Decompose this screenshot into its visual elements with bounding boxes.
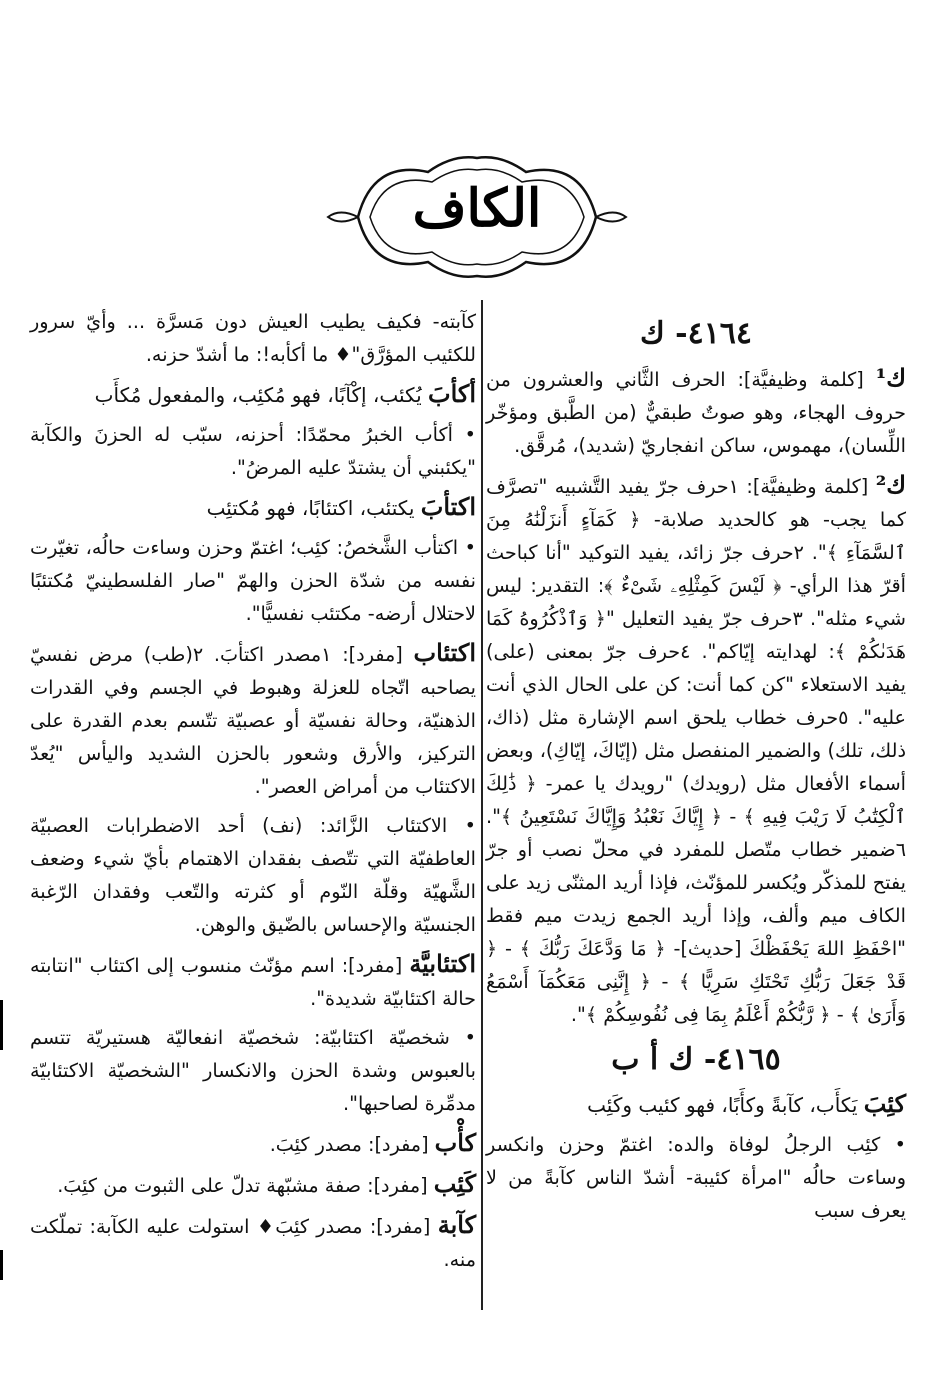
definition-paragraph (30, 1126, 476, 1161)
headword: كآبة (437, 1210, 476, 1239)
headword: اكتئاب (413, 638, 477, 667)
definition-text: • شخصيّة اكتئابيّة: شخصيّة انفعاليّة هستيريّة تتسم بالعبوس وشدة الحزن والانكسار "الشخصيّة الاكتئابيّة مدمِّرة لصاحبها". (30, 1026, 476, 1115)
left-column (30, 305, 476, 1282)
definition-paragraph (30, 1167, 476, 1202)
definition-paragraph (30, 418, 476, 484)
definition-text: [مفرد]: اسم مؤنّث منسوب إلى اكتئاب "انتابته حالة اكتئابيّة شديدة". (30, 954, 476, 1010)
entry-number: ٤١٦٤- ك (639, 316, 753, 351)
definition-text: [مفرد]: صفة مشبّهة تدلّ على الثبوت من كئِبَ. (57, 1174, 434, 1197)
headword: كأْب (434, 1128, 476, 1157)
definition-paragraph (486, 1128, 906, 1227)
definition-text: يُكئب، إكْآبًا، فهو مُكئِب، والمفعول مُكأَب (94, 383, 428, 407)
headword: اكتئابيَّة (409, 949, 476, 978)
scan-edge-mark (0, 1000, 3, 1050)
headword: كئِبَ (863, 1089, 906, 1118)
definition-text: [كلمة وظيفيَّة]: ١حرف جرّ يفيد التَّشبيه "تصرَّف كما يجب- هو كالحديد صلابة- ﴿ كَمَآءٍ أَنزَلْنَٰهُ مِنَ ٱلسَّمَآءِ ﴾". ٢حرف جرّ زائد، يفيد التوكيد "أنا كباحث أقرّ هذا الرأي- ﴿ لَيْسَ كَمِثْلِهِۦ شَىْءٌ ﴾: التقدير: ليس شيء مثله". ٣حرف جرّ يفيد التعليل "﴿ وَٱذْكُرُوهُ كَمَا هَدَىٰكُمْ ﴾: لهدايته إيّاكم". ٤حرف جرّ بمعنى (على) يفيد الاستعلاء "كن كما أنت: كن على الحال الذي أنت عليه". ٥حرف خطاب يلحق اسم الإشارة مثل (ذاك، ذلك، تلك) والضمير المنفصل مثل (إيّاكَ، إيّاكِ)، وبعض أسماء الأفعال مثل (رويدك) "رويدك يا عمر- ﴿ ذَٰلِكَ ٱلْكِتَٰبُ لَا رَيْبَ فِيهِ ﴾ - ﴿ إِيَّاكَ نَعْبُدُ وَإِيَّاكَ نَسْتَعِينُ ﴾". ٦ضمير خطاب متّصل للمفرد في محلّ نصب أو جرّ يفتح للمذكّر ويُكسر للمؤنّث، فإذا أريد المثنّى زيد على الكاف ميم وألف، وإذا أريد الجمع زيدت ميم فقط "احْفَظِ اللهَ يَحْفَظْكَ [حديث]- ﴿ مَا وَدَّعَكَ رَبُّكَ ﴾ - ﴿ قَدْ جَعَلَ رَبُّكِ تَحْتَكِ سَرِيًّا ﴾ - ﴿ إِنَّنِى مَعَكُمَآ أَسْمَعُ وَأَرَىٰ ﴾ - ﴿ رَّبُّكُمْ أَعْلَمُ بِمَا فِى نُفُوسِكُمْ ﴾". (486, 475, 907, 1026)
definition-paragraph (486, 468, 906, 1031)
definition-paragraph (30, 947, 476, 1015)
definition-text: [كلمة وظيفيَّة]: الحرف الثَّاني والعشرون من حروف الهجاء، وهو صوتٌ طبقيٌّ (من الطَّبق ومؤخّر اللِّسان)، مهموس، ساكن انفجاريّ (شديد)، مُرقَّق. (486, 368, 906, 457)
headword: أكأبَ (428, 379, 476, 408)
chapter-title: الكاف (412, 178, 542, 239)
scan-edge-mark (0, 1250, 3, 1280)
definition-text: • كئِب الرجلُ لوفاة والده: اغتمّ وحزن وانكسر وساءت حالُه "امرأة كئيبة- أشدّ الناس كآبةً من لا يعرف سبب (486, 1133, 906, 1222)
verb-derivation (30, 490, 476, 525)
definition-paragraph (30, 305, 476, 371)
definition-paragraph (30, 1208, 476, 1276)
definition-text: يكتئب، اكتئابًا، فهو مُكتئِب (206, 496, 421, 520)
headword: كَئِب (433, 1169, 476, 1198)
headword: ك² (875, 470, 906, 499)
definition-text: • الاكتئاب الزَّائد: (نف) أحد الاضطرابات العصبيّة العاطفيّة التي تتّصف بفقدان الاهتمام بأيّ شيء وضعف الشَّهيّة وقلّة النّوم أو كثرته والتّعب وفقدان الرّغبة الجنسيّة والإحساس بالضّيق والوهن. (30, 814, 476, 936)
definition-paragraph (30, 809, 476, 941)
verb-derivation (30, 377, 476, 412)
definition-text: [مفرد]: ١مصدر اكتأبَ. ٢(طب) مرض نفسيّ يصاحبه اتّجاه للعزلة وهبوط في الجسم وفي القدرات الذهنيّة، وحالة نفسيّة أو عصبيّة تتّسم بعدم القدرة على التركيز، والأرق وشعور بالحزن الشديد واليأس "يُعدّ الاكتئاب من أمراض العصر". (30, 643, 476, 798)
headword: اكتأبَ (420, 492, 476, 521)
definition-paragraph (30, 636, 476, 803)
definition-text: [مفرد]: مصدر كئِبَ♦ استولت عليه الكآبة: تملّكت منه. (30, 1215, 476, 1271)
entry-number: ٤١٦٥- ك أ ب (611, 1042, 781, 1077)
column-divider (481, 300, 483, 1310)
verb-derivation (486, 1087, 906, 1122)
definition-text: يَكأَب، كآبةً وكأَبًا، فهو كئيب وكَئِب (587, 1093, 864, 1117)
definition-paragraph (486, 361, 906, 462)
definition-text: كآبته- فكيف يطيب العيش دون مَسرَّة ... وأيّ سرور للكئيب المؤرَّق"♦ ما أكأبه!: ما أشدّ حزنه. (30, 310, 476, 366)
definition-text: • أكأب الخبرُ محمّدًا: أحزنه، سبّب له الحزنَ والكآبة "يكئبني أن يشتدّ عليه المرضُ". (30, 423, 476, 479)
right-column (486, 305, 906, 1233)
definition-paragraph (30, 1021, 476, 1120)
headword: ك¹ (875, 363, 906, 392)
definition-text: • اكتأب الشَّخصُ: كئِب؛ اغتمّ وحزن وساءت حالُه، تغيّرت نفسه من شدّة الحزن والهمّ "صار الفلسطينيّ مُكتئبًا لاحتلال أرضه- مكتئب نفسيًّا". (30, 536, 476, 625)
definition-text: [مفرد]: مصدر كئِبَ. (269, 1133, 435, 1156)
definition-paragraph (30, 531, 476, 630)
